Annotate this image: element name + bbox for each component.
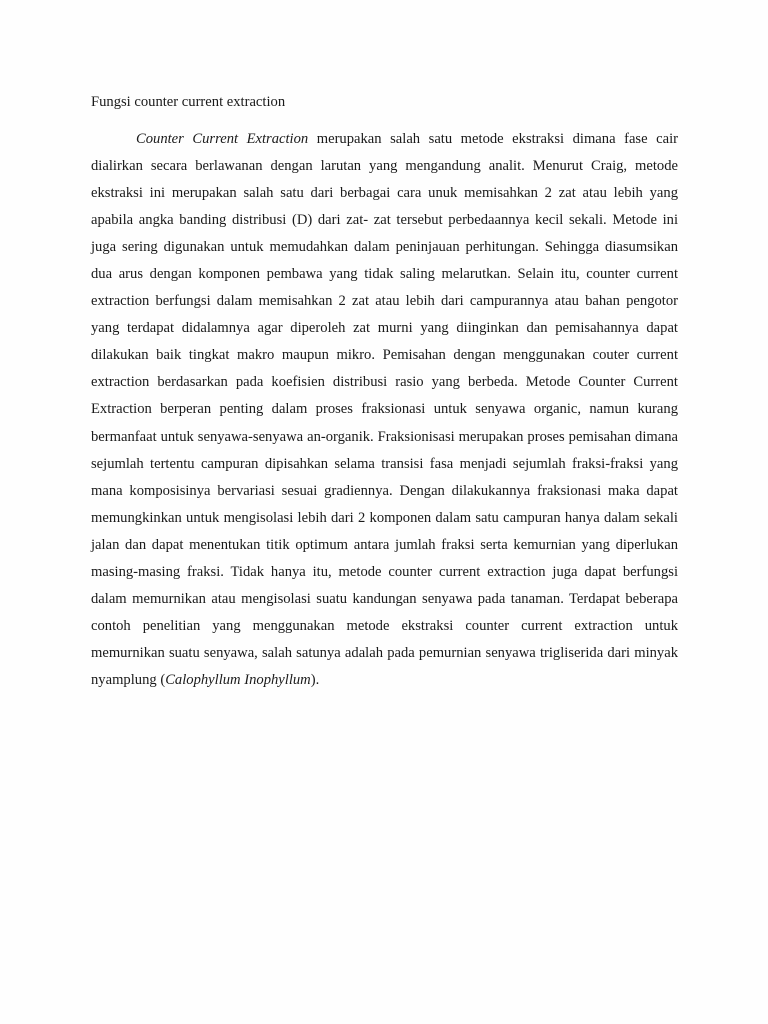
italic-term-counter-current-extraction: Counter Current Extraction: [136, 131, 309, 147]
paragraph-body-text: merupakan salah satu metode ekstraksi dimana fase cair dialirkan secara berlawanan dengan larutan yang mengandung analit. Menurut Craig, metode ekstraksi ini merupakan salah satu dari berbagai cara unuk memisahkan 2 zat atau lebih yang apabila angka banding distribusi (D) dari zat- zat tersebut perbedaannya kecil sekali. Metode ini juga sering digunakan untuk memudahkan dalam peninjauan perhitungan. Sehingga diasumsikan dua arus dengan komponen pembawa yang tidak saling melarutkan. Selain itu, counter current extraction berfungsi dalam memisahkan 2 zat atau lebih dari campurannya atau bahan pengotor yang terdapat didalamnya agar diperoleh zat murni yang diinginkan dan pemisahannya dapat dilakukan baik tingkat makro maupun mikro. Pemisahan dengan menggunakan couter current extraction berdasarkan pada koefisien distribusi rasio yang berbeda. Metode Counter Current Extraction berperan penting dalam proses fraksionasi untuk senyawa organic, namun kurang bermanfaat untuk senyawa-senyawa an-organik. Fraksionisasi merupakan proses pemisahan dimana sejumlah tertentu campuran dipisahkan selama transisi fasa menjadi sejumlah fraksi-fraksi yang mana komposisinya bervariasi sesuai gradiennya. Dengan dilakukannya fraksionasi maka dapat memungkinkan untuk mengisolasi lebih dari 2 komponen dalam satu campuran hanya dalam sekali jalan dan dapat menentukan titik optimum antara jumlah fraksi serta kemurnian yang diperlukan masing-masing fraksi. Tidak hanya itu, metode counter current extraction juga dapat berfungsi dalam memurnikan atau mengisolasi suatu kandungan senyawa pada tanaman. Terdapat beberapa contoh penelitian yang menggunakan metode ekstraksi counter current extraction untuk memurnikan suatu senyawa, salah satunya adalah pada pemurnian senyawa trigliserida dari minyak nyamplung (: [91, 131, 678, 688]
document-heading: Fungsi counter current extraction: [91, 94, 286, 110]
body-paragraph: [91, 126, 678, 694]
italic-species-name: Calophyllum Inophyllum: [165, 671, 311, 688]
paragraph-closing-text: ).: [310, 671, 320, 688]
